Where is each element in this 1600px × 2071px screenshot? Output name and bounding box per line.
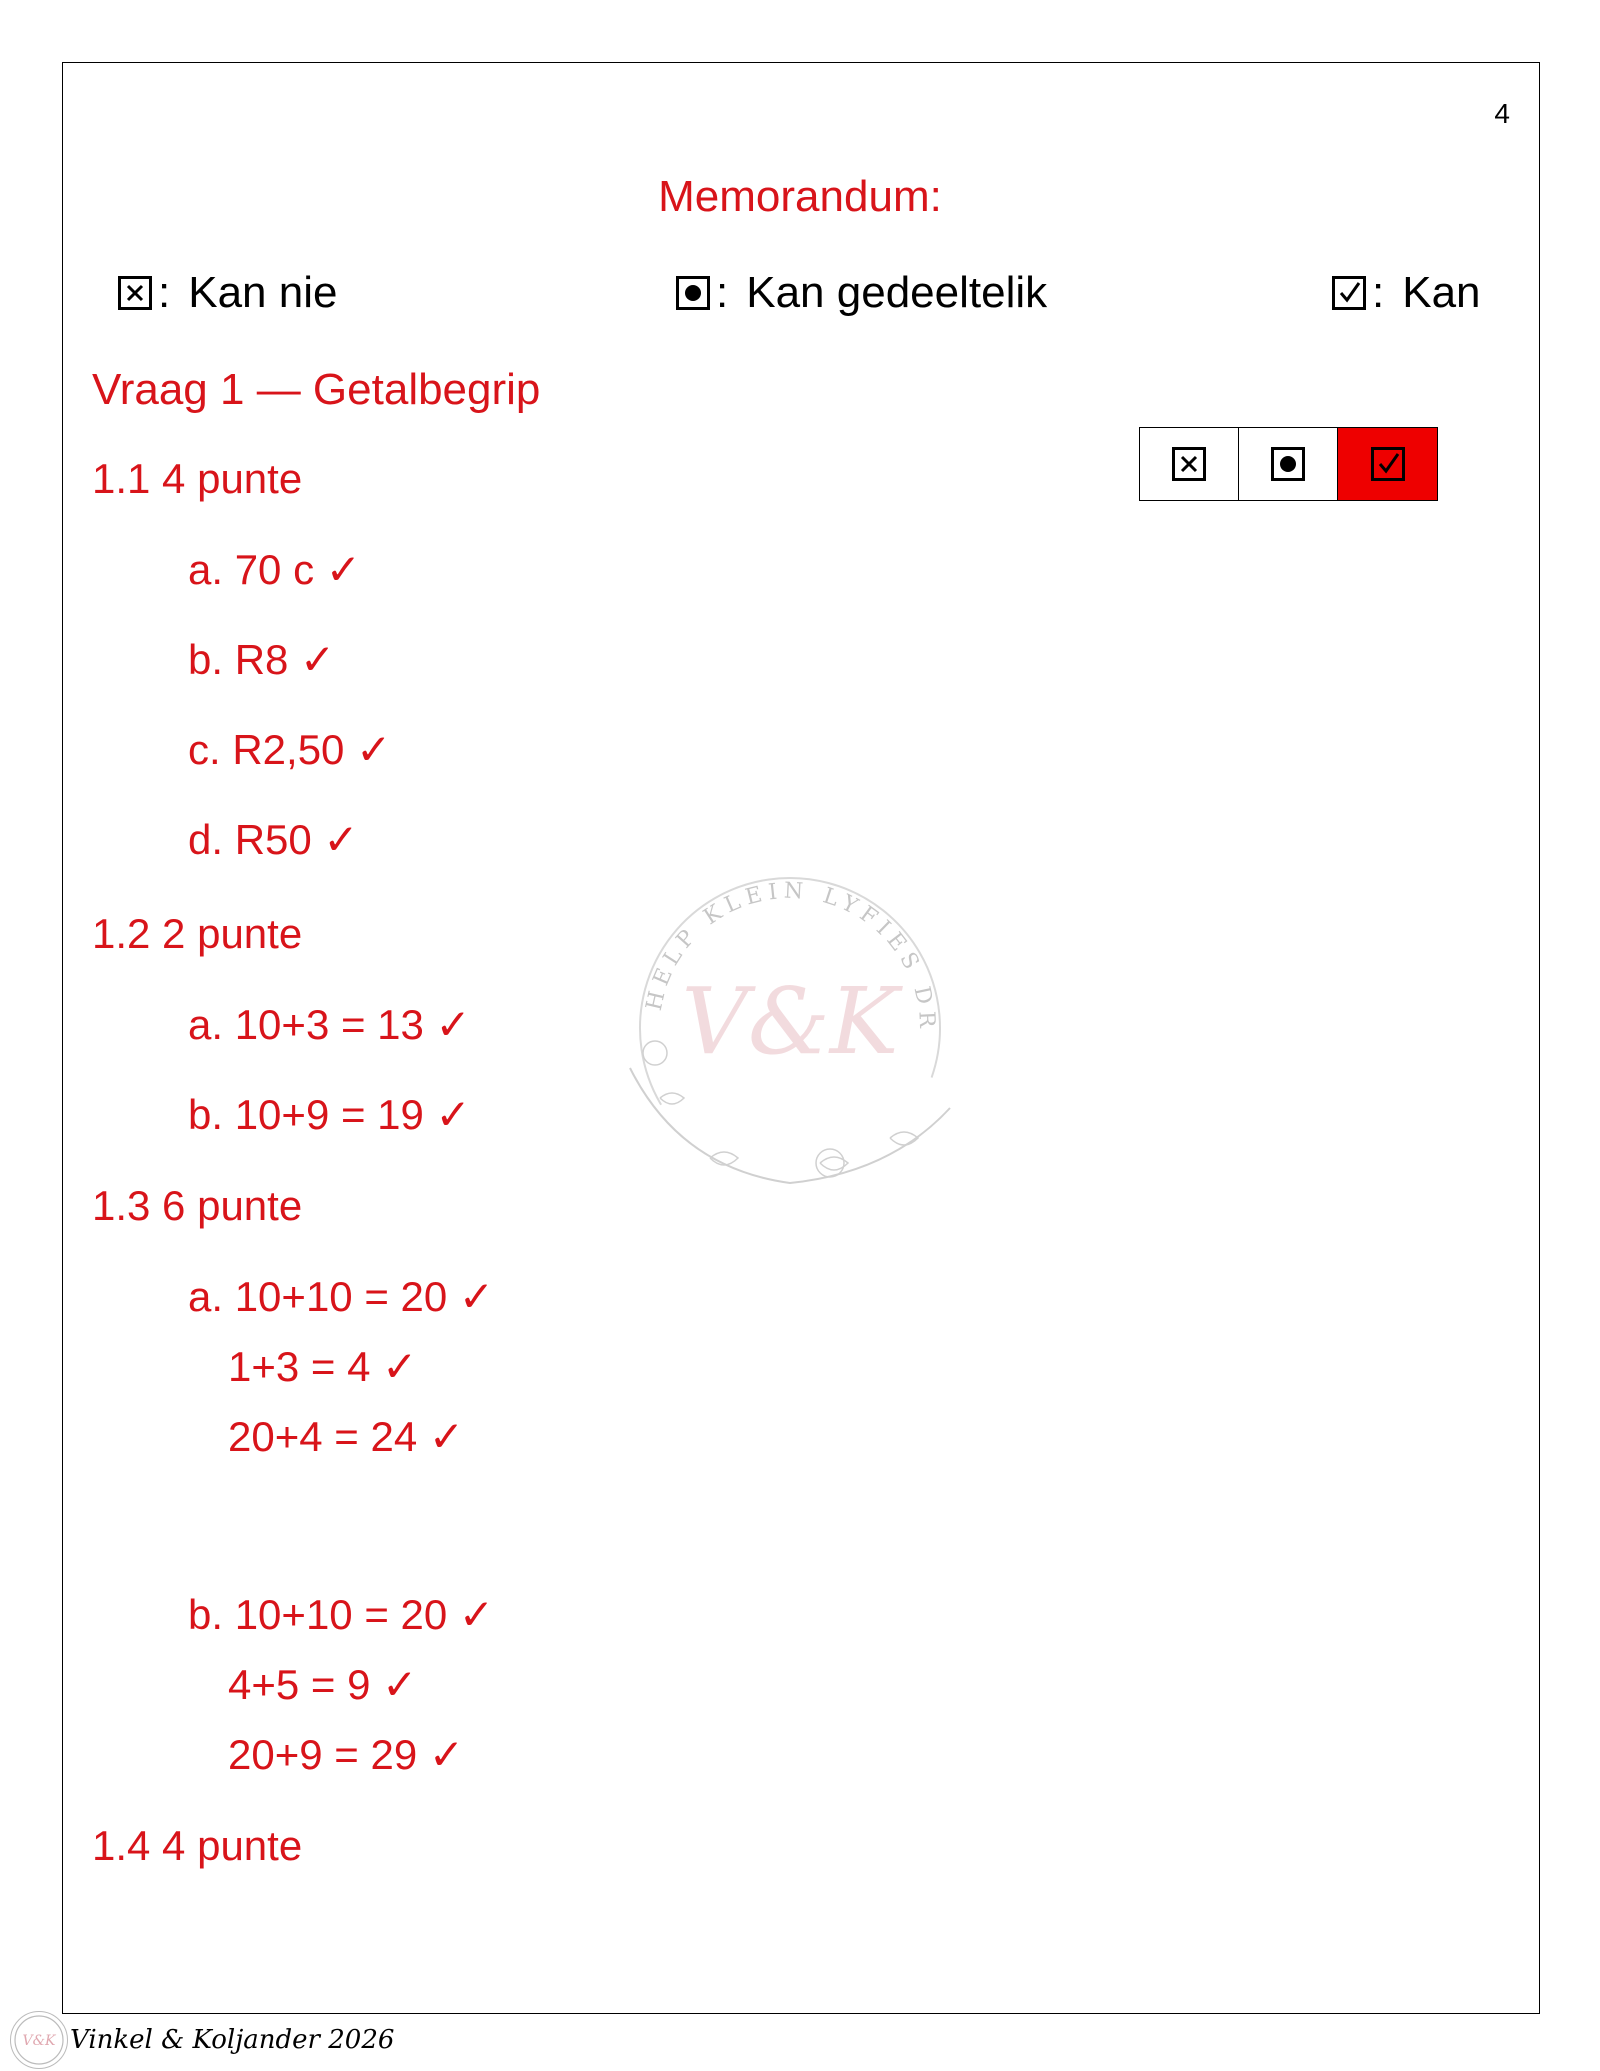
answer-1-2-a: a. 10+3 = 13 ✓ bbox=[188, 1001, 471, 1048]
section-1-3-heading: 1.3 6 punte bbox=[92, 1182, 303, 1229]
answer-1-1-a: a. 70 c ✓ bbox=[188, 546, 361, 593]
answer-1-1-b: b. R8 ✓ bbox=[188, 636, 336, 683]
footer bbox=[22, 2025, 395, 2055]
legend-kan-nie: : Kan nie bbox=[118, 268, 337, 318]
answer-1-3-b-line-3: 20+9 = 29 ✓ bbox=[228, 1731, 465, 1778]
answer-1-3-a-line-3: 20+4 = 24 ✓ bbox=[228, 1413, 465, 1460]
section-1-2-heading: 1.2 2 punte bbox=[92, 910, 303, 957]
answer-1-3-a-line-2: 1+3 = 4 ✓ bbox=[228, 1343, 418, 1390]
rating-kan-nie[interactable] bbox=[1140, 428, 1239, 500]
answer-1-3-b-line-1: b. 10+10 = 20 ✓ bbox=[188, 1591, 495, 1638]
dot-box-icon bbox=[676, 276, 710, 310]
check-box-icon bbox=[1332, 276, 1366, 310]
question-heading: Vraag 1 — Getalbegrip bbox=[92, 365, 541, 414]
footer-text: Vinkel & Koljander 2026 bbox=[70, 2025, 395, 2055]
crossed-box-icon bbox=[118, 276, 152, 310]
rating-kan-selected[interactable] bbox=[1338, 428, 1437, 500]
answer-1-3-b-line-2: 4+5 = 9 ✓ bbox=[228, 1661, 418, 1708]
crossed-box-icon bbox=[1172, 447, 1206, 481]
legend-kan-gedeeltelik: : Kan gedeeltelik bbox=[676, 268, 1047, 318]
legend-label: Kan bbox=[1402, 268, 1481, 317]
svg-text:V&K: V&K bbox=[22, 2033, 56, 2049]
page-title: Memorandum: bbox=[658, 172, 942, 221]
answer-1-2-b: b. 10+9 = 19 ✓ bbox=[188, 1091, 471, 1138]
dot-box-icon bbox=[1271, 447, 1305, 481]
svg-text:HELP KLEIN LYFIES DROOM: HELP KLEIN LYFIES DR bbox=[641, 878, 940, 1035]
section-1-4-heading: 1.4 4 punte bbox=[92, 1822, 303, 1869]
footer-logo-icon bbox=[10, 2011, 68, 2069]
legend-label: Kan nie bbox=[188, 268, 338, 317]
legend-kan: : Kan bbox=[1332, 268, 1481, 318]
legend-label: Kan gedeeltelik bbox=[746, 268, 1048, 317]
check-box-icon bbox=[1371, 447, 1405, 481]
section-1-1-heading: 1.1 4 punte bbox=[92, 455, 303, 502]
svg-text:V&K: V&K bbox=[681, 968, 899, 1075]
rating-kan-gedeeltelik[interactable] bbox=[1239, 428, 1338, 500]
self-assessment-table bbox=[1139, 427, 1438, 501]
answer-1-3-a-line-1: a. 10+10 = 20 ✓ bbox=[188, 1273, 495, 1320]
answer-1-1-c: c. R2,50 ✓ bbox=[188, 726, 392, 773]
answer-1-1-d: d. R50 ✓ bbox=[188, 816, 359, 863]
page-number: 4 bbox=[1494, 98, 1510, 129]
watermark-logo bbox=[600, 838, 980, 1238]
